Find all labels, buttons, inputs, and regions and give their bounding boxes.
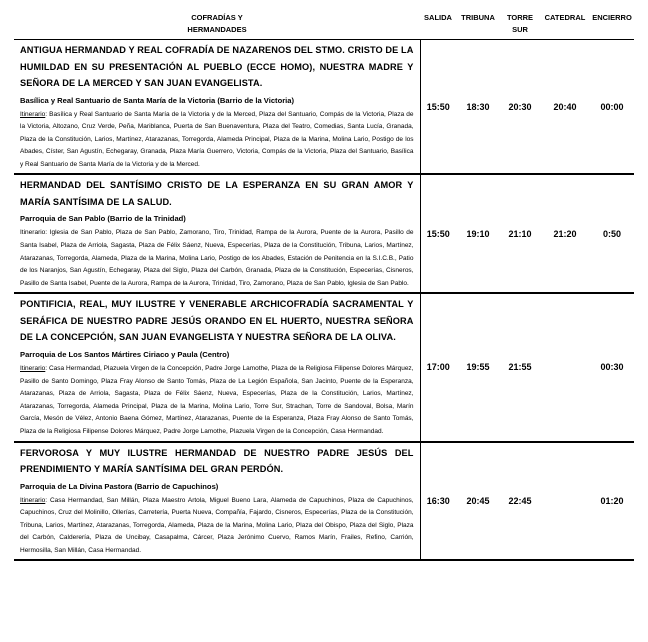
itinerary-text: : Iglesia de San Pablo, Plaza de San Pablo, Zamorano, Tiro, Trinidad, Rampa de la Aurora, Puente de la Aurora, Pasillo de Santa Isabel, Plaza de Arriola, Sagasta, Plaza de Félix Sáenz, Nueva, Especerías, Plaza de la Constitución, Tribuna, Larios, Martínez, Atarazanas, Torregorda, Alameda, Plaza de la Marina, Molina Lario, Postigo de los Abades, Estación de Penitencia en la S.I.C.B., Patio de los Naranjos, San Agustín, Echegaray, Plaza del Siglo, Plaza del Carbón, Granada, Plaza de la Constitución, Especerías, Cisneros, Pasillo de Santa Isabel, Puente de la Aurora, Rampa de la Aurora, Trinidad, Tiro, Zamorano, Plaza de San Pablo, Iglesia de San Pablo. (20, 229, 414, 287)
table-header-row (14, 8, 634, 40)
itinerary-text: : Casa Hermandad, San Millán, Plaza Maestro Artola, Miguel Bueno Lara, Alameda de Capuchinos, Plaza de Capuchinos, Capuchinos, Cruz del Molinillo, Ollerías, Carretería, Puerta Nueva, Compañía, Fajardo, Cisneros, Especerías, Plaza de la Constitución, Tribuna, Larios, Martínez, Atarazanas, Torregorda, Alameda, Plaza de la Marina, Molina Lario, Plaza del Obispo, Plaza del Siglo, Plaza del Carbón, Calderería, Plaza de Uncibay, Casapalma, Cárcer, Plaza Jerónimo Cuervo, Ramos Marín, Frailes, Refino, Carrión, Hermosilla, San Millán, Casa Hermandad. (20, 496, 414, 554)
tribuna-time: 20:45 (456, 442, 500, 561)
encierro-time: 00:30 (590, 293, 634, 441)
procession-schedule-table (14, 8, 634, 561)
tribuna-time: 19:10 (456, 174, 500, 293)
header-torre: TORRE (506, 13, 534, 22)
header-sur: SUR (512, 25, 528, 34)
torre-sur-time: 21:55 (500, 293, 540, 441)
itinerary-text: : Casa Hermandad, Plazuela Virgen de la Concepción, Padre Jorge Lamothe, Plaza de la Religiosa Filipense Dolores Márquez, Pasillo de Santo Domingo, Plaza Fray Alonso de Santo Tomás, Plaza de La Legión Española, San Jacinto, Puente de la Esperanza, Atarazanas, Plaza de Arriola, Sagasta, Plaza de Félix Sáenz, Nueva, Especerías, Plaza de la Constitución, Larios, Martínez, Atarazanas, Torregorda, Alameda Principal, Plaza de la Marina, Molina Lario, Torre Sur, Strachan, Torre de Sandoval, Bolsa, Marín García, Mesón de Vélez, Antonio Baena Gómez, Martínez, Atarazanas, Puente de la Esperanza, Plaza Fray Alonso de Santo Tomás, Plaza de la Religiosa Filipense Dolores Márquez, Padre Jorge Lamothe, Plazuela Virgen de la Concepción, Casa Hermandad. (20, 364, 414, 435)
brotherhood-cell (14, 174, 420, 293)
header-tribuna: TRIBUNA (456, 8, 500, 40)
table-row (14, 293, 634, 441)
torre-sur-time: 22:45 (500, 442, 540, 561)
header-cofradias (14, 8, 420, 40)
catedral-time: 21:20 (540, 174, 590, 293)
torre-sur-time: 21:10 (500, 174, 540, 293)
torre-sur-time: 20:30 (500, 40, 540, 175)
tribuna-time: 18:30 (456, 40, 500, 175)
itinerary-label: Itinerario (20, 364, 46, 372)
encierro-time: 01:20 (590, 442, 634, 561)
tribuna-time: 19:55 (456, 293, 500, 441)
itinerary-label: Itinerario (20, 110, 46, 118)
church-name: Basílica y Real Santuario de Santa María de la Victoria (Barrio de la Victoria) (20, 95, 295, 105)
header-encierro: ENCIERRO (590, 8, 634, 40)
header-torre-sur (500, 8, 540, 40)
church-name: Parroquia de San Pablo (Barrio de la Trinidad) (20, 214, 186, 224)
catedral-time: 20:40 (540, 40, 590, 175)
catedral-time (540, 442, 590, 561)
catedral-time (540, 293, 590, 441)
itinerary-label: Itinerario (20, 229, 46, 237)
itinerary (20, 363, 414, 439)
brotherhood-cell (14, 40, 420, 175)
church-name: Parroquia de Los Santos Mártires Ciriaco y Paula (Centro) (20, 349, 230, 359)
table-row (14, 40, 634, 175)
brotherhood-title: PONTIFICIA, REAL, MUY ILUSTRE Y VENERABLE ARCHICOFRADÍA SACRAMENTAL Y SERÁFICA DE NUESTRO PADRE JESÚS ORANDO EN EL HUERTO, NUESTRA SEÑORA DE LA CONCEPCIÓN, SAN JUAN EVANGELISTA Y NUESTRA SEÑORA DE LA OLIVA. (20, 299, 414, 343)
itinerary (20, 227, 414, 290)
header-cofradias-line1: COFRADÍAS Y (191, 13, 243, 22)
brotherhood-title: ANTIGUA HERMANDAD Y REAL COFRADÍA DE NAZARENOS DEL STMO. CRISTO DE LA HUMILDAD EN SU PRESENTACIÓN AL PUEBLO (ECCE HOMO), NUESTRA MADRE Y SEÑORA DE LA MERCED Y SAN JUAN EVANGELISTA. (20, 45, 414, 88)
table-row (14, 442, 634, 561)
header-salida: SALIDA (420, 8, 456, 40)
itinerary (20, 109, 414, 172)
header-cofradias-line2: HERMANDADES (187, 25, 247, 34)
brotherhood-title: FERVOROSA Y MUY ILUSTRE HERMANDAD DE NUESTRO PADRE JESÚS DEL PRENDIMIENTO Y MARÍA SANTÍSIMA DEL GRAN PERDÓN. (20, 447, 414, 474)
salida-time: 16:30 (420, 442, 456, 561)
encierro-time: 00:00 (590, 40, 634, 175)
header-catedral: CATEDRAL (540, 8, 590, 40)
brotherhood-title: HERMANDAD DEL SANTÍSIMO CRISTO DE LA ESPERANZA EN SU GRAN AMOR Y MARÍA SANTÍSIMA DE LA SALUD. (20, 180, 414, 207)
salida-time: 15:50 (420, 40, 456, 175)
itinerary-label: Itinerario (20, 496, 46, 504)
table-row (14, 174, 634, 293)
brotherhood-cell (14, 442, 420, 561)
church-name: Parroquia de La Divina Pastora (Barrio de Capuchinos) (20, 481, 219, 491)
itinerary-text: : Basílica y Real Santuario de Santa María de la Victoria y de la Merced, Plaza del Santuario, Compás de la Victoria, Plaza de la Victoria, Altozano, Cruz Verde, Peña, Mariblanca, Puerta de San Buenaventura, Plaza del Teatro, Comedias, Santa Lucía, Granada, Plaza de la Constitución, Larios, Martínez, Atarazanas, Torregorda, Alameda Principal, Plaza de la Marina, Molina Lario, Postigo de los Abades, Císter, San Agustín, Echegaray, Granada, Plaza María Guerrero, Victoria, Compás de la Victoria, Plaza del Santuario, Basílica y Real Santuario de Santa María de la Victoria y de la Merced. (20, 110, 414, 168)
encierro-time: 0:50 (590, 174, 634, 293)
brotherhood-cell (14, 293, 420, 441)
itinerary (20, 495, 414, 558)
salida-time: 17:00 (420, 293, 456, 441)
salida-time: 15:50 (420, 174, 456, 293)
